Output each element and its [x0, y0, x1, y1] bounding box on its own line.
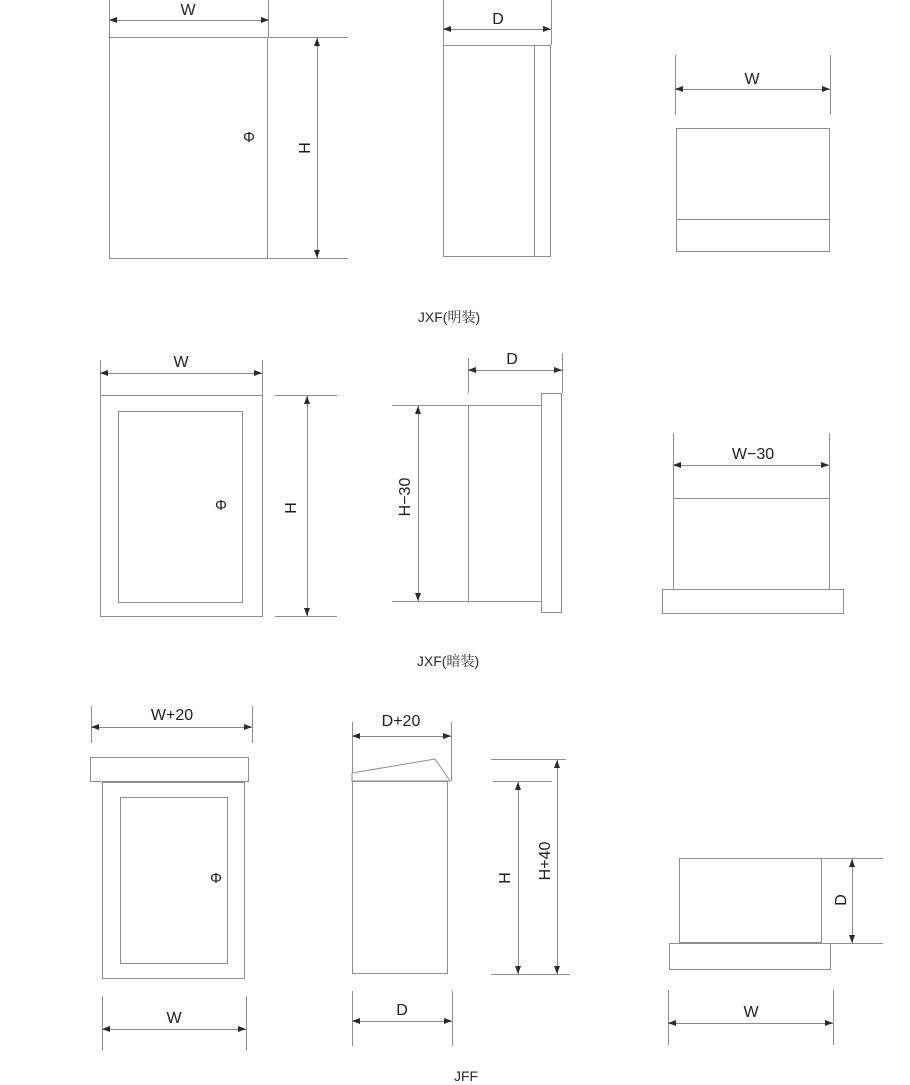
bottom-width-dimension-label: W — [166, 1010, 182, 1027]
body-top-line — [673, 498, 829, 499]
extension-line — [443, 0, 444, 45]
extension-line — [262, 360, 263, 395]
extension-line — [830, 55, 831, 115]
dimension-line-width — [668, 1023, 833, 1024]
width-dimension-label: W — [743, 1004, 759, 1021]
dimension-line-depth — [468, 370, 562, 371]
extension-line — [491, 974, 570, 975]
depth-dimension-label: D — [833, 894, 851, 906]
extension-line — [268, 258, 348, 259]
extension-line — [102, 996, 103, 1051]
rain-canopy — [90, 757, 249, 782]
total-height-dimension-label: H+40 — [537, 841, 555, 881]
extension-line — [831, 943, 883, 944]
body-bottom-line — [392, 601, 541, 602]
extension-line — [246, 996, 247, 1051]
caption-surface-mount: JXF(明装) — [417, 309, 481, 325]
top-depth-dimension-label: D+20 — [381, 713, 421, 730]
extension-line — [100, 360, 101, 395]
dimension-line-width — [673, 465, 829, 466]
dimension-line-depth — [443, 29, 551, 30]
width-dimension-label: W — [744, 71, 760, 88]
dimension-line-inner-height — [518, 782, 519, 974]
height-dimension-label: H — [297, 142, 315, 154]
caption-rainproof: JFF — [453, 1068, 479, 1084]
lock-knob-label: Φ — [215, 497, 227, 514]
inner-height-dimension-label: H — [497, 872, 515, 884]
caption-flush-mount: JXF(暗装) — [416, 653, 480, 669]
enclosure-outline — [679, 858, 822, 943]
dimension-line-height — [307, 396, 308, 616]
height-dimension-label: H−30 — [397, 477, 415, 517]
dimension-line-bottom-depth — [352, 1021, 452, 1022]
extension-line — [252, 706, 253, 743]
front-flange — [541, 393, 562, 613]
enclosure-outline — [109, 37, 268, 259]
extension-line — [468, 358, 469, 393]
extension-line — [551, 0, 552, 45]
top-width-dimension-label: W+20 — [150, 707, 194, 724]
extension-line — [833, 990, 834, 1045]
dimension-line-depth — [852, 859, 853, 943]
width-dimension-label: W — [173, 354, 189, 371]
bottom-depth-dimension-label: D — [396, 1002, 408, 1019]
extension-line — [493, 781, 552, 782]
dimension-line-width — [100, 373, 262, 374]
depth-dimension-label: D — [506, 351, 518, 368]
dimension-line-top-width — [91, 727, 252, 728]
door-edge-line — [534, 45, 535, 257]
body-side-line — [673, 433, 674, 589]
lock-knob-label: Φ — [243, 129, 255, 146]
dimension-line-height — [418, 406, 419, 601]
dimension-line-width — [109, 20, 269, 21]
lock-knob-label: Φ — [210, 870, 222, 887]
dimension-line-height — [317, 38, 318, 258]
dimension-line-total-height — [557, 760, 558, 974]
width-dimension-label: W−30 — [731, 446, 775, 463]
dimension-line-top-depth — [352, 736, 451, 737]
extension-line — [268, 37, 348, 38]
height-dimension-label: H — [283, 502, 301, 514]
dimension-line-bottom-width — [102, 1029, 246, 1030]
extension-line — [675, 55, 676, 115]
dimension-line-width — [675, 89, 830, 90]
enclosure-outline — [676, 128, 830, 252]
extension-line — [562, 353, 563, 393]
extension-line — [452, 991, 453, 1046]
front-flange — [662, 589, 844, 614]
extension-line — [668, 990, 669, 1045]
width-dimension-label: W — [180, 2, 196, 19]
depth-dimension-label: D — [492, 11, 504, 28]
door-edge-line — [676, 219, 830, 220]
mounting-base — [669, 943, 831, 970]
body-side-line — [829, 433, 830, 589]
body-back-line — [468, 405, 469, 602]
extension-line — [275, 616, 337, 617]
enclosure-outline — [352, 781, 448, 974]
